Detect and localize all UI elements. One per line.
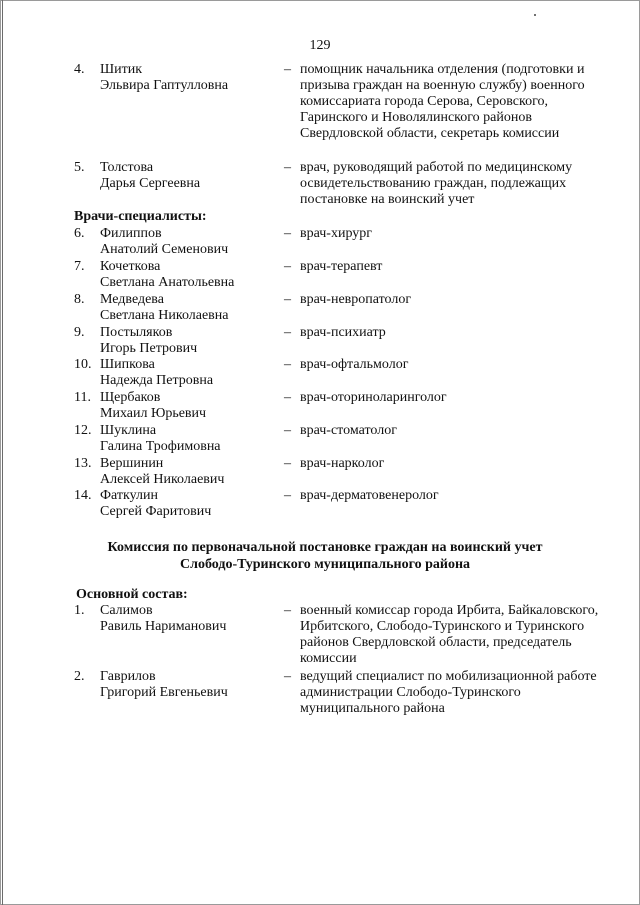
- member-role: врач-оториноларинголог: [300, 390, 447, 405]
- surname: Медведева: [100, 292, 164, 307]
- member-name: [100, 669, 228, 701]
- item-number: 6.: [74, 226, 85, 241]
- dash: –: [284, 160, 291, 175]
- dash: –: [284, 259, 291, 274]
- dash: –: [284, 603, 291, 618]
- dash: –: [284, 390, 291, 405]
- item-number: 10.: [74, 357, 92, 372]
- surname: Салимов: [100, 603, 153, 618]
- item-number: 8.: [74, 292, 85, 307]
- surname: Фаткулин: [100, 488, 158, 503]
- surname: Толстова: [100, 160, 154, 175]
- commission-title-line-1: Комиссия по первоначальной постановке граждан на воинский учет: [107, 540, 543, 555]
- item-number: 9.: [74, 325, 85, 340]
- surname: Вершинин: [100, 456, 164, 471]
- member-name: [100, 160, 200, 192]
- member-role: врач-нарколог: [300, 456, 385, 471]
- item-number: 1.: [74, 603, 85, 618]
- given-names: Сергей Фаритович: [100, 504, 212, 519]
- given-names: Светлана Анатольевна: [100, 275, 235, 290]
- member-name: [100, 325, 197, 357]
- surname: Щербаков: [100, 390, 161, 405]
- item-number: 7.: [74, 259, 85, 274]
- surname: Шипкова: [100, 357, 155, 372]
- member-role: врач-психиатр: [300, 325, 386, 340]
- item-number: 12.: [74, 423, 92, 438]
- member-name: [100, 390, 206, 422]
- dash: –: [284, 325, 291, 340]
- given-names: Галина Трофимовна: [100, 439, 221, 454]
- given-names: Анатолий Семенович: [100, 242, 229, 257]
- member-name: [100, 357, 213, 389]
- item-number: 5.: [74, 160, 85, 175]
- dash: –: [284, 669, 291, 684]
- member-role: врач-терапевт: [300, 259, 383, 274]
- dash: –: [284, 423, 291, 438]
- given-names: Михаил Юрьевич: [100, 406, 207, 421]
- member-name: [100, 226, 228, 258]
- member-role: врач-дерматовенеролог: [300, 488, 439, 503]
- given-names: Надежда Петровна: [100, 373, 214, 388]
- given-names: Дарья Сергеевна: [100, 176, 201, 191]
- surname: Гаврилов: [100, 669, 156, 684]
- member-name: [100, 292, 229, 324]
- given-names: Григорий Евгеньевич: [100, 685, 228, 700]
- item-number: 13.: [74, 456, 92, 471]
- specialists-heading: Врачи-специалисты:: [74, 209, 207, 224]
- surname: Шитик: [100, 62, 143, 77]
- page-number: 129: [309, 38, 331, 53]
- given-names: Равиль Нариманович: [100, 619, 227, 634]
- given-names: Игорь Петрович: [100, 341, 198, 356]
- commission-title-line-2: Слободо-Туринского муниципального района: [179, 557, 471, 572]
- given-names: Эльвира Гаптулловна: [100, 78, 229, 93]
- item-number: 2.: [74, 669, 85, 684]
- dash: –: [284, 226, 291, 241]
- item-number: 4.: [74, 62, 85, 77]
- member-name: [100, 62, 228, 94]
- surname: Шуклина: [100, 423, 157, 438]
- surname: Постыляков: [100, 325, 173, 340]
- member-role: помощник начальника отделения (подготовки и призыва граждан на военную службу) военного комиссариата города Серова, Серовского, Гаринского и Новолялинского районов Свердловской области, секретарь комиссии: [300, 62, 585, 141]
- dash: –: [284, 292, 291, 307]
- member-role: ведущий специалист по мобилизационной работе администрации Слободо-Туринского муниципального района: [300, 669, 597, 716]
- dash: –: [284, 357, 291, 372]
- scan-speck: [534, 14, 536, 16]
- item-number: 14.: [74, 488, 92, 503]
- main-composition-heading: Основной состав:: [76, 587, 188, 602]
- given-names: Светлана Николаевна: [100, 308, 229, 323]
- dash: –: [284, 488, 291, 503]
- scan-edge-line: [2, 0, 3, 905]
- surname: Филиппов: [100, 226, 162, 241]
- member-name: [100, 488, 211, 520]
- member-role: врач-хирург: [300, 226, 373, 241]
- member-role: военный комиссар города Ирбита, Байкаловского, Ирбитского, Слободо-Туринского и Туринского районов Свердловской области, председатель комиссии: [300, 603, 599, 666]
- member-role: врач-офтальмолог: [300, 357, 409, 372]
- member-name: [100, 423, 221, 455]
- member-role: врач-стоматолог: [300, 423, 397, 438]
- dash: –: [284, 62, 291, 77]
- member-name: [100, 603, 226, 635]
- member-role: врач-невропатолог: [300, 292, 412, 307]
- surname: Кочеткова: [100, 259, 161, 274]
- member-name: [100, 456, 224, 488]
- dash: –: [284, 456, 291, 471]
- member-name: [100, 259, 234, 291]
- member-role: врач, руководящий работой по медицинскому освидетельствованию граждан, подлежащих постановке на воинский учет: [300, 160, 573, 207]
- given-names: Алексей Николаевич: [100, 472, 225, 487]
- item-number: 11.: [74, 390, 91, 405]
